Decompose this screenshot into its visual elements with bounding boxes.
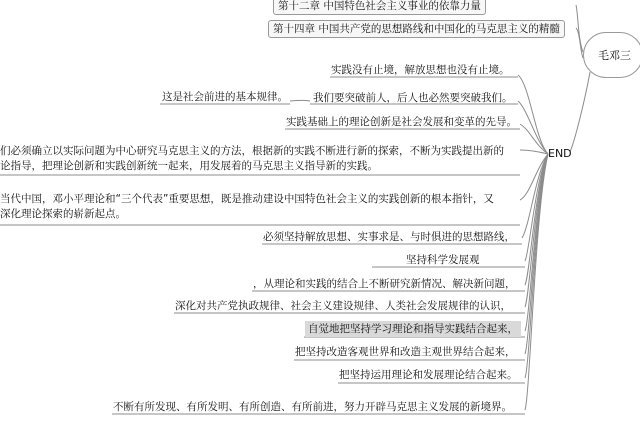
leaf-basic-law[interactable]: 这是社会前进的基本规律。 (162, 91, 288, 103)
leaf-method-line2[interactable]: 论指导，把理论创新和实践创新统一起来，用发展着的马克思主义指导新的实践。 (0, 160, 378, 172)
leaf-apply-develop-theory[interactable]: 把坚持运用理论和发展理论结合起来。 (339, 369, 518, 381)
leaf-practice-endless[interactable]: 实践没有止境，解放思想也没有止境。 (331, 64, 510, 76)
leaf-ideological-line[interactable]: 必须坚持解放思想、实事求是、与时俱进的思想路线， (263, 231, 515, 243)
chapter-12-node[interactable]: 第十二章 中国特色社会主义事业的依靠力量 (273, 0, 486, 15)
leaf-theory-innovation[interactable]: 实践基础上的理论创新是社会发展和变革的先导。 (286, 116, 517, 128)
leaf-understanding-laws[interactable]: 深化对共产党执政规律、社会主义建设规律、人类社会发展规律的认识， (175, 300, 511, 312)
leaf-break-predecessors[interactable]: 我们要突破前人，后人也必然要突破我们。 (313, 92, 513, 104)
end-node[interactable]: END (548, 147, 572, 160)
leaf-new-situations[interactable]: ，从理论和实践的结合上不断研究新情况、解决新问题， (253, 278, 516, 290)
leaf-deng-line2[interactable]: 深化理论探索的崭新起点。 (0, 208, 126, 220)
leaf-transform-worlds[interactable]: 把坚持改造客观世界和改造主观世界结合起来， (295, 346, 516, 358)
leaf-study-practice-selected[interactable]: 自觉地把坚持学习理论和指导实践结合起来， (305, 321, 521, 337)
leaf-method-line1[interactable]: 们必须确立以实际问题为中心研究马克思主义的方法，根据新的实践不断进行新的探索，不断为实践提出新的 (0, 145, 504, 157)
chapter-14-node[interactable]: 第十四章 中国共产党的思想路线和中国化的马克思主义的精髓 (268, 20, 565, 38)
leaf-new-frontier[interactable]: 不断有所发现、有所发明、有所创造、有所前进，努力开辟马克思主义发展的新境界。 (113, 401, 512, 413)
root-node[interactable]: 毛邓三 (583, 32, 640, 78)
leaf-scientific-outlook[interactable]: 坚持科学发展观 (406, 254, 480, 266)
leaf-deng-line1[interactable]: 当代中国，邓小平理论和“三个代表”重要思想，既是推动建设中国特色社会主义的实践创新的根本指针，又 (0, 193, 494, 205)
